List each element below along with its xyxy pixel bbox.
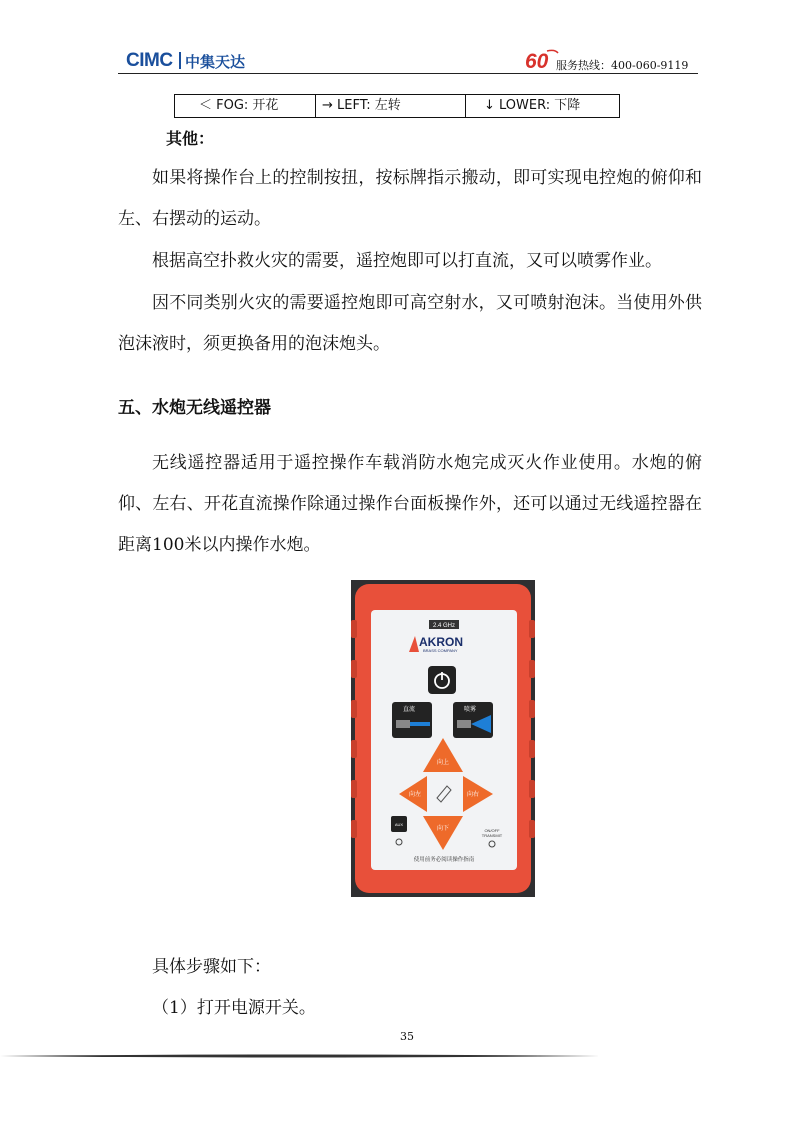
remote-control-photo xyxy=(351,580,535,897)
cimc-logo: CIMC xyxy=(126,50,173,71)
anniversary-badge-icon xyxy=(523,47,559,73)
brand-name: AKRON xyxy=(419,635,463,649)
others-heading: 其他： xyxy=(166,129,215,148)
svg-text:直流: 直流 xyxy=(403,706,416,713)
step-item: （1）打开电源开关。 xyxy=(152,998,316,1018)
table-cell-left: → LEFT: 左转 xyxy=(316,95,466,117)
paragraph: 因不同类别火灾的需要遥控炮即可高空射水，又可喷射泡沫。当使用外供泡沫液时，须更换备用的泡沫炮头。 xyxy=(118,293,702,354)
svg-text:AUX: AUX xyxy=(394,822,404,827)
steps-title: 具体步骤如下： xyxy=(152,957,271,977)
header-rule xyxy=(118,73,698,74)
brand-subtitle: BRASS COMPANY xyxy=(423,648,458,653)
paragraph: 如果将操作台上的控制按扭，按标牌指示搬动，即可实现电控炮的俯仰和左、右摆动的运动。 xyxy=(118,168,702,229)
section-title: 五、水炮无线遥控器 xyxy=(118,398,271,418)
remote-footer-text: 使用前务必阅读操作指南 xyxy=(413,857,475,863)
frequency-label: 2.4 GHz xyxy=(432,623,456,629)
direction-table xyxy=(174,94,620,118)
table-cell-lower: ↓ LOWER: 下降 xyxy=(484,98,581,113)
paragraph: 无线遥控器适用于遥控操作车载消防水炮完成灭火作业使用。水炮的俯仰、左右、开花直流操作除通过操作台面板操作外，还可以通过无线遥控器在距离100米以内操作水炮。 xyxy=(118,453,702,555)
svg-text:向上: 向上 xyxy=(436,759,450,766)
svg-text:喷雾: 喷雾 xyxy=(464,706,477,713)
remote-control-illustration xyxy=(351,580,535,897)
svg-text:向右: 向右 xyxy=(466,791,480,798)
page-number: 35 xyxy=(400,1030,414,1043)
service-hotline: 服务热线：400-060-9119 xyxy=(556,59,689,72)
svg-text:向左: 向左 xyxy=(408,791,422,798)
table-cell-fog: ＜ FOG: 开花 xyxy=(175,95,316,117)
badge-text: 60 xyxy=(525,50,549,73)
svg-text:向下: 向下 xyxy=(436,825,450,832)
footer-rule xyxy=(0,1052,600,1060)
paragraph: 根据高空扑救火灾的需要，遥控炮即可以打直流，又可以喷雾作业。 xyxy=(152,251,662,271)
logo-divider xyxy=(179,52,181,69)
transmit-label: TRANSMIT xyxy=(481,833,503,838)
company-name-cn: 中集天达 xyxy=(185,53,246,71)
onoff-label: ON/OFF xyxy=(484,828,500,833)
